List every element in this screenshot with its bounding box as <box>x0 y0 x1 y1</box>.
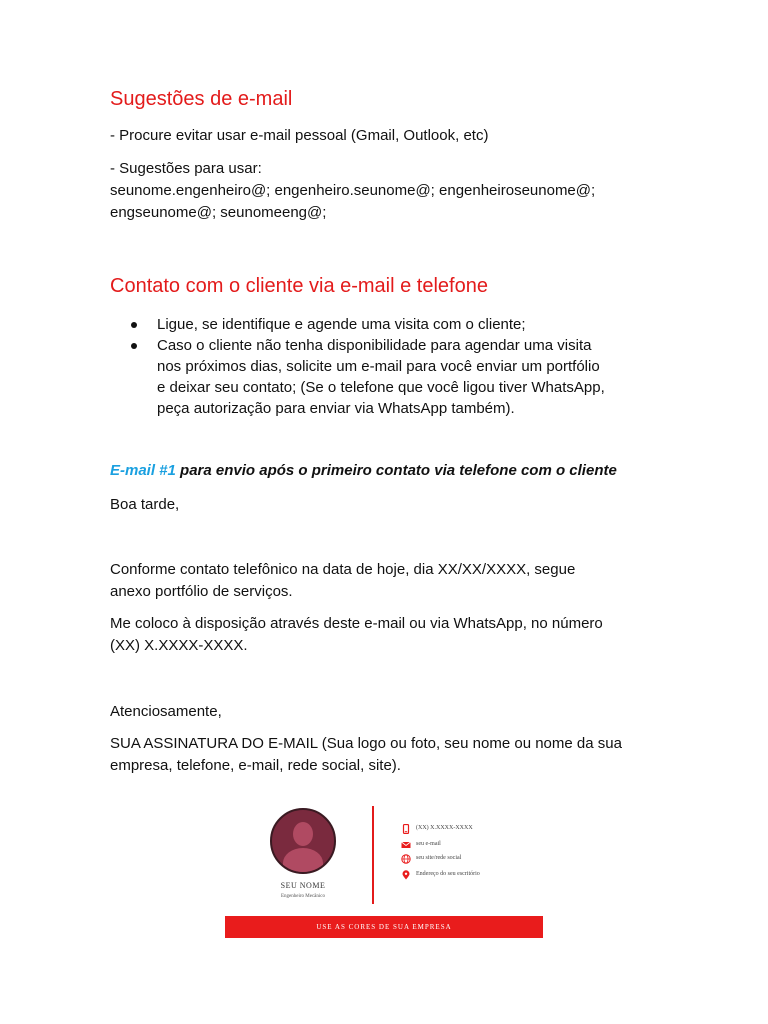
signature-phone: (XX) X.XXXX-XXXX <box>416 825 473 831</box>
text-line: Me coloco à disposição através deste e-mail ou via WhatsApp, no número <box>110 615 603 632</box>
heading-client-contact: Contato com o cliente via e-mail e telefone <box>110 275 488 297</box>
bullet-dot-icon <box>131 322 137 328</box>
text-line: engseunome@; seunomeeng@; <box>110 204 327 221</box>
list-item <box>110 335 670 419</box>
text-line: - Procure evitar usar e-mail pessoal (Gmail, Outlook, etc) <box>110 127 489 144</box>
heading-email-suggestions: Sugestões de e-mail <box>110 88 293 110</box>
bullet-dot-icon <box>131 343 137 349</box>
email-paragraph-2 <box>110 613 670 657</box>
phone-icon <box>401 824 411 834</box>
text-line: Conforme contato telefônico na data de hoje, dia XX/XX/XXXX, segue <box>110 561 576 578</box>
signature-divider <box>372 806 374 904</box>
email-greeting <box>110 494 670 516</box>
signature-address: Endereço do seu escritório <box>416 871 480 877</box>
text-line: (XX) X.XXXX-XXXX. <box>110 637 248 654</box>
avatar-shoulders-shape <box>283 848 323 874</box>
signature-role: Engenheiro Mecânico <box>280 894 325 899</box>
paragraph-suggestions <box>110 158 670 224</box>
signature-site: seu site/rede social <box>416 855 462 861</box>
text-line: seunome.engenheiro@; engenheiro.seunome@; engenheiroseunome@; <box>110 182 596 199</box>
envelope-icon <box>401 840 411 850</box>
email-title-text: para envio após o primeiro contato via telefone com o cliente <box>175 462 617 479</box>
list-item <box>110 314 670 335</box>
signature-email: seu e-mail <box>416 841 441 847</box>
email-signature-instructions <box>110 733 670 777</box>
email-closing <box>110 701 670 723</box>
globe-icon <box>401 854 411 864</box>
text-line: Boa tarde, <box>110 496 180 513</box>
text-line: nos próximos dias, solicite um e-mail para você enviar um portfólio <box>157 358 600 375</box>
avatar-head-shape <box>293 822 313 846</box>
text-line: SUA ASSINATURA DO E-MAIL (Sua logo ou foto, seu nome ou nome da sua <box>110 735 622 752</box>
text-line: peça autorização para enviar via WhatsApp também). <box>157 400 515 417</box>
text-line: - Sugestões para usar: <box>110 160 262 177</box>
text-line: Atenciosamente, <box>110 703 222 720</box>
avatar-placeholder <box>270 808 336 874</box>
bullet-list <box>110 314 670 419</box>
text-line: anexo portfólio de serviços. <box>110 583 293 600</box>
paragraph-avoid-personal-email <box>110 125 670 147</box>
email-paragraph-1 <box>110 559 670 603</box>
location-pin-icon <box>401 870 411 880</box>
text-line: Caso o cliente não tenha disponibilidade para agendar uma visita <box>157 337 592 354</box>
signature-card <box>225 806 545 938</box>
text-line: empresa, telefone, e-mail, rede social, site). <box>110 757 401 774</box>
signature-banner: USE AS CORES DE SUA EMPRESA <box>225 916 543 938</box>
text-line: e deixar seu contato; (Se o telefone que você ligou tiver WhatsApp, <box>157 379 605 396</box>
email-tag: E-mail #1 <box>110 462 176 479</box>
email-template-title <box>110 462 617 479</box>
signature-name: SEU NOME <box>280 881 326 890</box>
text-line: Ligue, se identifique e agende uma visita com o cliente; <box>157 316 526 333</box>
